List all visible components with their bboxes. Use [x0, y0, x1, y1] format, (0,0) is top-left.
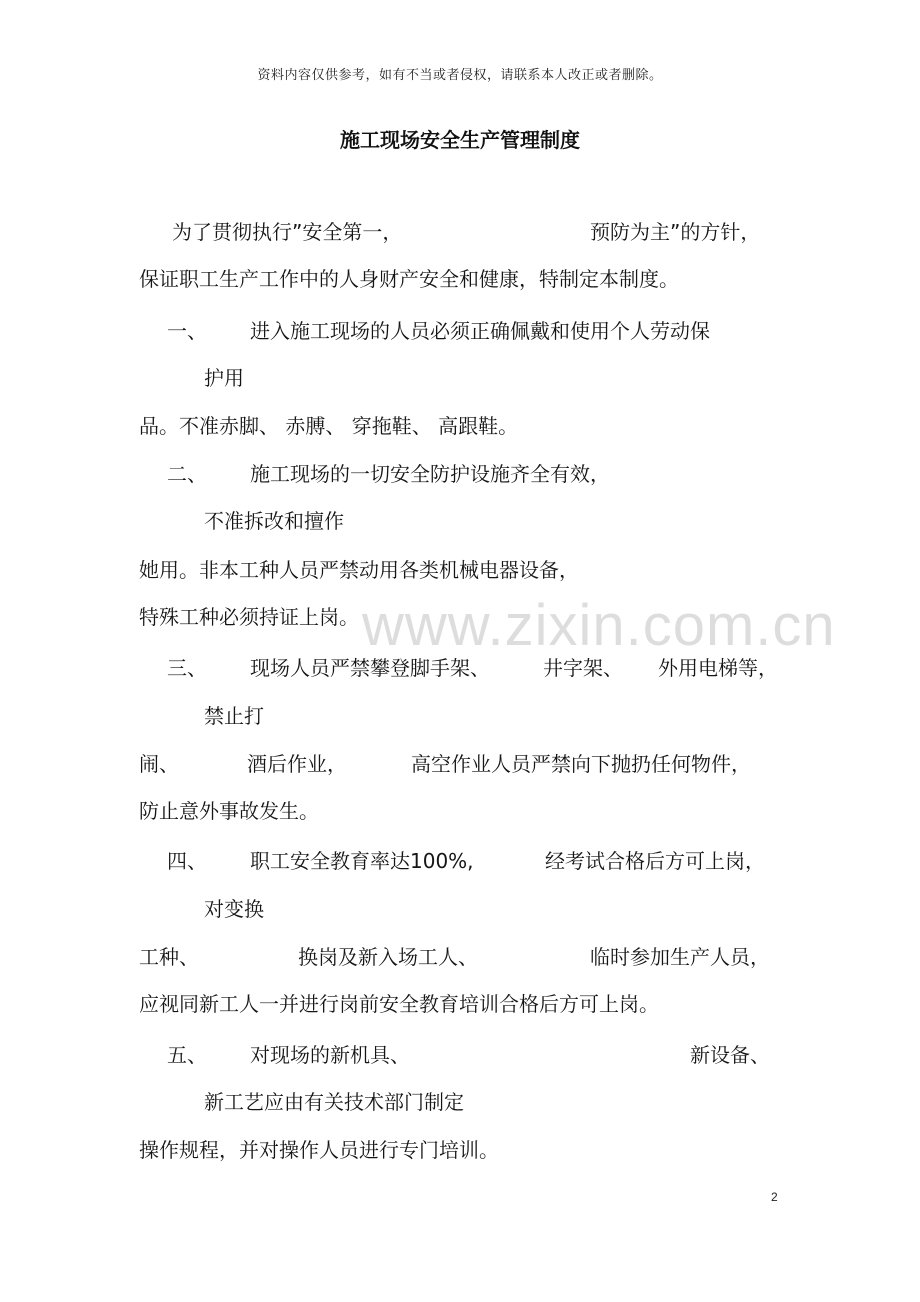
intro-line-1b: 预防为主”的方针， — [590, 220, 761, 244]
item-4-line-4: 应视同新工人一并进行岗前安全教育培训合格后方可上岗。 — [139, 992, 659, 1016]
item-3-line-4: 防止意外事故发生。 — [139, 799, 319, 823]
item-4-line-3b: 换岗及新入场工人、 — [298, 945, 478, 969]
header-note: 资料内容仅供参考，如有不当或者侵权，请联系本人改正或者删除。 — [257, 68, 663, 83]
item-5-line-1b: 新设备、 — [690, 1043, 770, 1067]
item-3-line-3b: 酒后作业， — [247, 752, 347, 776]
item-3-line-3a: 闹、 — [139, 752, 179, 776]
item-3-line-1c: 外用电梯等， — [658, 656, 778, 680]
item-2-line-3: 她用。非本工种人员严禁动用各类机械电器设备， — [139, 558, 579, 582]
item-2-line-1: 施工现场的一切安全防护设施齐全有效， — [250, 462, 610, 486]
item-5-line-3: 操作规程，并对操作人员进行专门培训。 — [139, 1138, 499, 1162]
item-1-line-1: 进入施工现场的人员必须正确佩戴和使用个人劳动保 — [250, 319, 710, 343]
item-4-line-3c: 临时参加生产人员， — [590, 945, 770, 969]
item-3-line-1b: 井字架、 — [543, 656, 623, 680]
item-number: 三、 — [167, 656, 207, 680]
item-2-line-2: 不准拆改和擅作 — [204, 509, 344, 533]
item-2-line-4: 特殊工种必须持证上岗。 — [139, 605, 359, 629]
item-3-line-3c: 高空作业人员严禁向下抛扔任何物件， — [411, 752, 751, 776]
item-5-line-2: 新工艺应由有关技术部门制定 — [204, 1090, 464, 1114]
item-5-line-1a: 对现场的新机具、 — [250, 1043, 410, 1067]
item-number: 五、 — [167, 1043, 207, 1067]
item-number: 一、 — [167, 319, 207, 343]
page-title: 施工现场安全生产管理制度 — [340, 128, 580, 152]
item-1-line-2: 护用 — [204, 366, 244, 390]
item-number: 四、 — [167, 849, 207, 873]
item-4-line-1b: 经考试合格后方可上岗， — [545, 849, 765, 873]
item-3-line-1a: 现场人员严禁攀登脚手架、 — [250, 656, 490, 680]
intro-line-1a: 为了贯彻执行”安全第一， — [172, 220, 403, 244]
watermark: www.zixin.com.cn — [362, 593, 836, 658]
item-4-line-1a: 职工安全教育率达100%, — [250, 849, 474, 873]
item-4-line-2: 对变换 — [204, 897, 264, 921]
item-1-line-3: 品。不准赤脚、 赤膊、 穿拖鞋、 高跟鞋。 — [139, 414, 519, 438]
intro-line-2: 保证职工生产工作中的人身财产安全和健康，特制定本制度。 — [139, 267, 679, 291]
item-3-line-2: 禁止打 — [204, 704, 264, 728]
page-number: 2 — [771, 1190, 778, 1204]
item-number: 二、 — [167, 462, 207, 486]
item-4-line-3a: 工种、 — [139, 945, 199, 969]
